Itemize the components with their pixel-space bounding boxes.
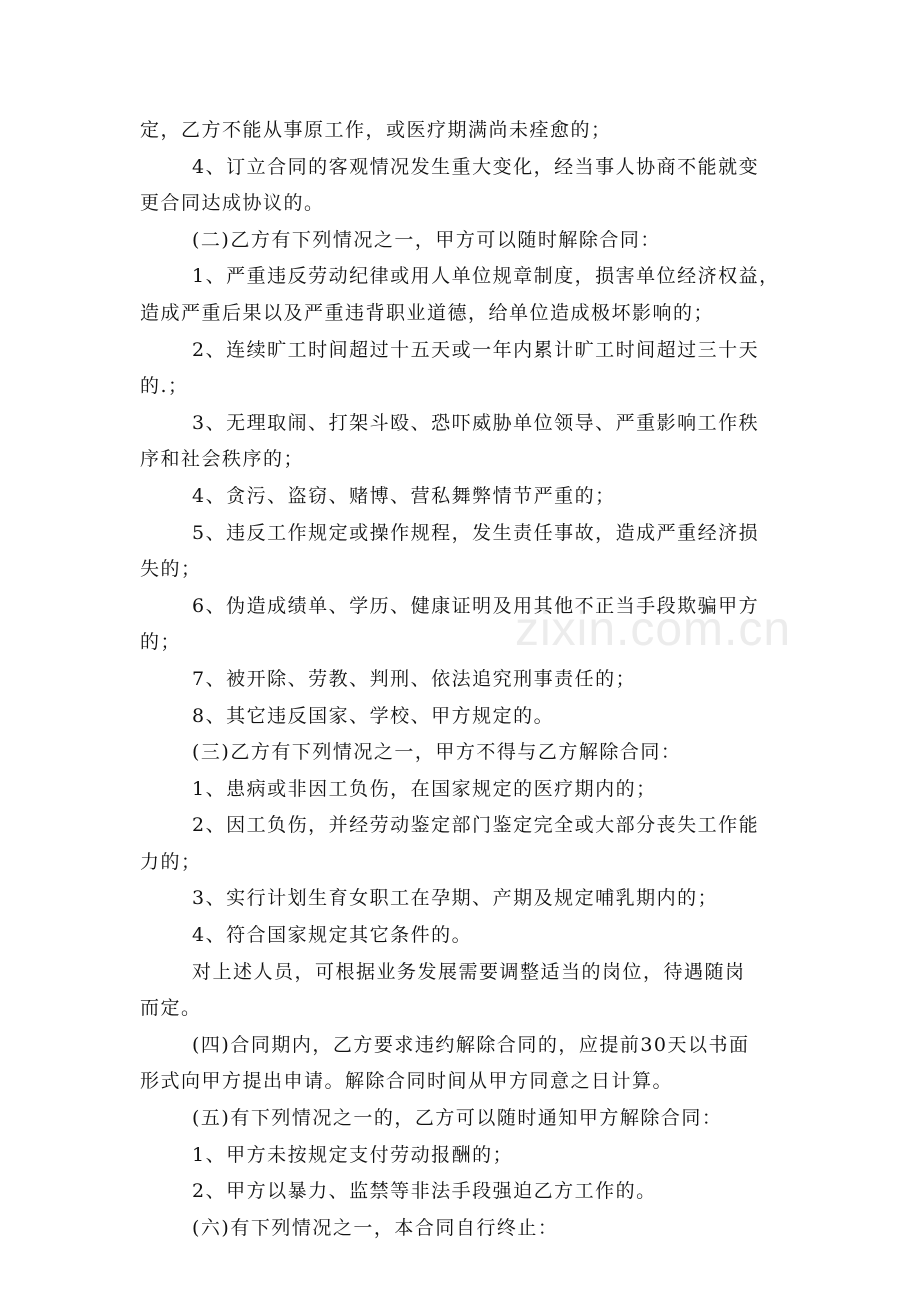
watermark: zixin.com.cn [515,603,792,656]
text-line: 而定。 [140,997,202,1020]
text-line: 2、连续旷工时间超过十五天或一年内累计旷工时间超过三十天 [192,338,760,361]
text-line: 1、甲方未按规定支付劳动报酬的； [192,1143,514,1166]
text-line: 3、实行计划生育女职工在孕期、产期及规定哺乳期内的； [192,887,719,910]
text-line: 形式向甲方提出申请。解除合同时间从甲方同意之日计算。 [140,1070,674,1093]
text-line: 4、贪污、盗窃、赌博、营私舞弊情节严重的； [192,484,616,507]
text-line: 3、无理取闹、打架斗殴、恐吓威胁单位领导、严重影响工作秩 [192,411,760,434]
section-heading: (二)乙方有下列情况之一，甲方可以随时解除合同： [192,228,661,251]
text-line: 序和社会秩序的； [140,448,305,471]
text-line: 力的； [140,850,202,873]
section-heading: (五)有下列情况之一的，乙方可以随时通知甲方解除合同： [192,1107,723,1130]
text-line: 2、甲方以暴力、监禁等非法手段强迫乙方工作的。 [192,1180,657,1203]
document-body [140,112,792,1246]
text-line: 4、符合国家规定其它条件的。 [192,924,473,947]
text-line: 失的； [140,558,202,581]
section-heading: (四)合同期内，乙方要求违约解除合同的，应提前30天以书面 [192,1033,750,1056]
text-line: 5、违反工作规定或操作规程，发生责任事故，造成严重经济损 [192,521,760,544]
text-line: 的.； [140,375,189,398]
text-line: 8、其它违反国家、学校、甲方规定的。 [192,704,555,727]
text-line: 2、因工负伤，并经劳动鉴定部门鉴定完全或大部分丧失工作能 [192,814,760,837]
text-line: 定，乙方不能从事原工作，或医疗期满尚未痊愈的； [140,119,612,141]
text-line: 1、严重违反劳动纪律或用人单位规章制度，损害单位经济权益， [192,265,780,288]
text-line: 7、被开除、劳教、判刑、依法追究刑事责任的； [192,667,637,690]
section-heading: (六)有下列情况之一，本合同自行终止： [192,1216,559,1239]
text-line: 的； [140,631,182,654]
text-line: 更合同达成协议的。 [140,192,325,215]
text-line: 1、患病或非因工负伤，在国家规定的医疗期内的； [192,777,657,800]
text-line: 4、订立合同的客观情况发生重大变化，经当事人协商不能就变 [192,155,760,178]
text-line: 造成严重后果以及严重违背职业道德，给单位造成极坏影响的； [140,301,715,324]
text-line: 6、伪造成绩单、学历、健康证明及用其他不正当手段欺骗甲方 [192,594,760,617]
section-heading: (三)乙方有下列情况之一，甲方不得与乙方解除合同： [192,741,682,764]
text-line: 对上述人员，可根据业务发展需要调整适当的岗位，待遇随岗 [192,960,746,983]
